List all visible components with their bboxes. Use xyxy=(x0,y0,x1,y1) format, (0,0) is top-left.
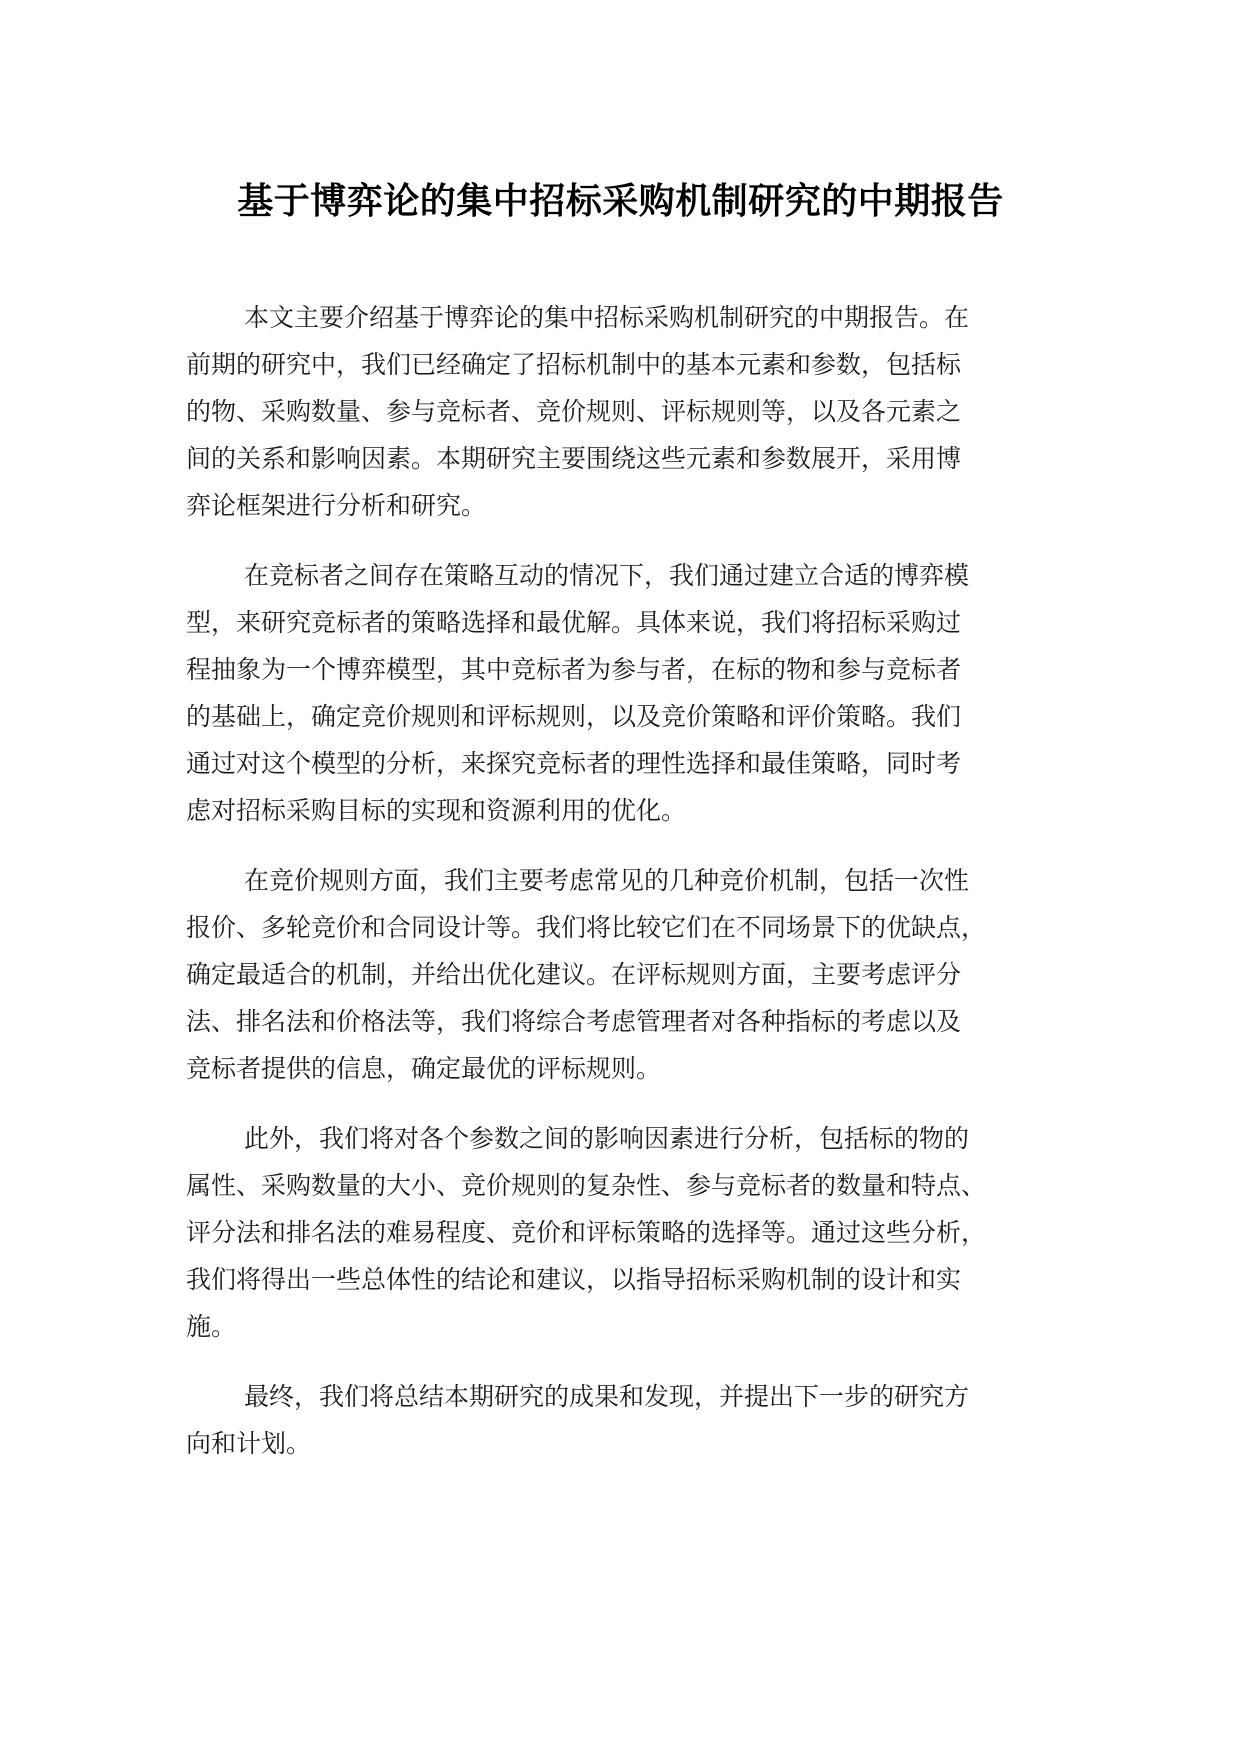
text-line: 我们将得出一些总体性的结论和建议，以指导招标采购机制的设计和实 xyxy=(186,1265,962,1294)
text-line: 的物、采购数量、参与竞标者、竞价规则、评标规则等，以及各元素之 xyxy=(186,397,962,426)
paragraph-2 xyxy=(186,552,1066,834)
text-line: 施。 xyxy=(186,1312,237,1341)
text-line: 最终，我们将总结本期研究的成果和发现，并提出下一步的研究方 xyxy=(244,1382,970,1411)
document-title: 基于博弈论的集中招标采购机制研究的中期报告 xyxy=(237,181,1004,222)
text-line: 的基础上，确定竞价规则和评标规则，以及竞价策略和评价策略。我们 xyxy=(186,702,962,731)
paragraph-4 xyxy=(186,1115,1066,1350)
text-line: 报价、多轮竞价和合同设计等。我们将比较它们在不同场景下的优缺点， xyxy=(186,913,987,942)
text-line: 通过对这个模型的分析，来探究竞标者的理性选择和最佳策略，同时考 xyxy=(186,749,962,778)
text-line: 间的关系和影响因素。本期研究主要围绕这些元素和参数展开，采用博 xyxy=(186,444,962,473)
text-line: 确定最适合的机制，并给出优化建议。在评标规则方面，主要考虑评分 xyxy=(186,960,962,989)
text-line: 在竞价规则方面，我们主要考虑常见的几种竞价机制，包括一次性 xyxy=(244,866,970,895)
paragraph-1 xyxy=(186,294,1066,529)
text-line: 属性、采购数量的大小、竞价规则的复杂性、参与竞标者的数量和特点、 xyxy=(186,1171,987,1200)
text-line: 程抽象为一个博弈模型，其中竞标者为参与者，在标的物和参与竞标者 xyxy=(186,655,962,684)
text-line: 竞标者提供的信息，确定最优的评标规则。 xyxy=(186,1054,662,1083)
text-line: 前期的研究中，我们已经确定了招标机制中的基本元素和参数，包括标 xyxy=(186,350,962,379)
text-line: 在竞标者之间存在策略互动的情况下，我们通过建立合适的博弈模 xyxy=(244,561,970,590)
paragraph-3 xyxy=(186,857,1066,1092)
text-line: 虑对招标采购目标的实现和资源利用的优化。 xyxy=(186,796,687,825)
text-line: 评分法和排名法的难易程度、竞价和评标策略的选择等。通过这些分析， xyxy=(186,1218,987,1247)
paragraph-5 xyxy=(186,1373,1066,1467)
text-line: 此外，我们将对各个参数之间的影响因素进行分析，包括标的物的 xyxy=(244,1124,970,1153)
document-body xyxy=(186,294,1066,1490)
text-line: 法、排名法和价格法等，我们将综合考虑管理者对各种指标的考虑以及 xyxy=(186,1007,962,1036)
text-line: 向和计划。 xyxy=(186,1429,312,1458)
text-line: 本文主要介绍基于博弈论的集中招标采购机制研究的中期报告。在 xyxy=(244,303,970,332)
text-line: 型，来研究竞标者的策略选择和最优解。具体来说，我们将招标采购过 xyxy=(186,608,962,637)
text-line: 弈论框架进行分析和研究。 xyxy=(186,491,487,520)
